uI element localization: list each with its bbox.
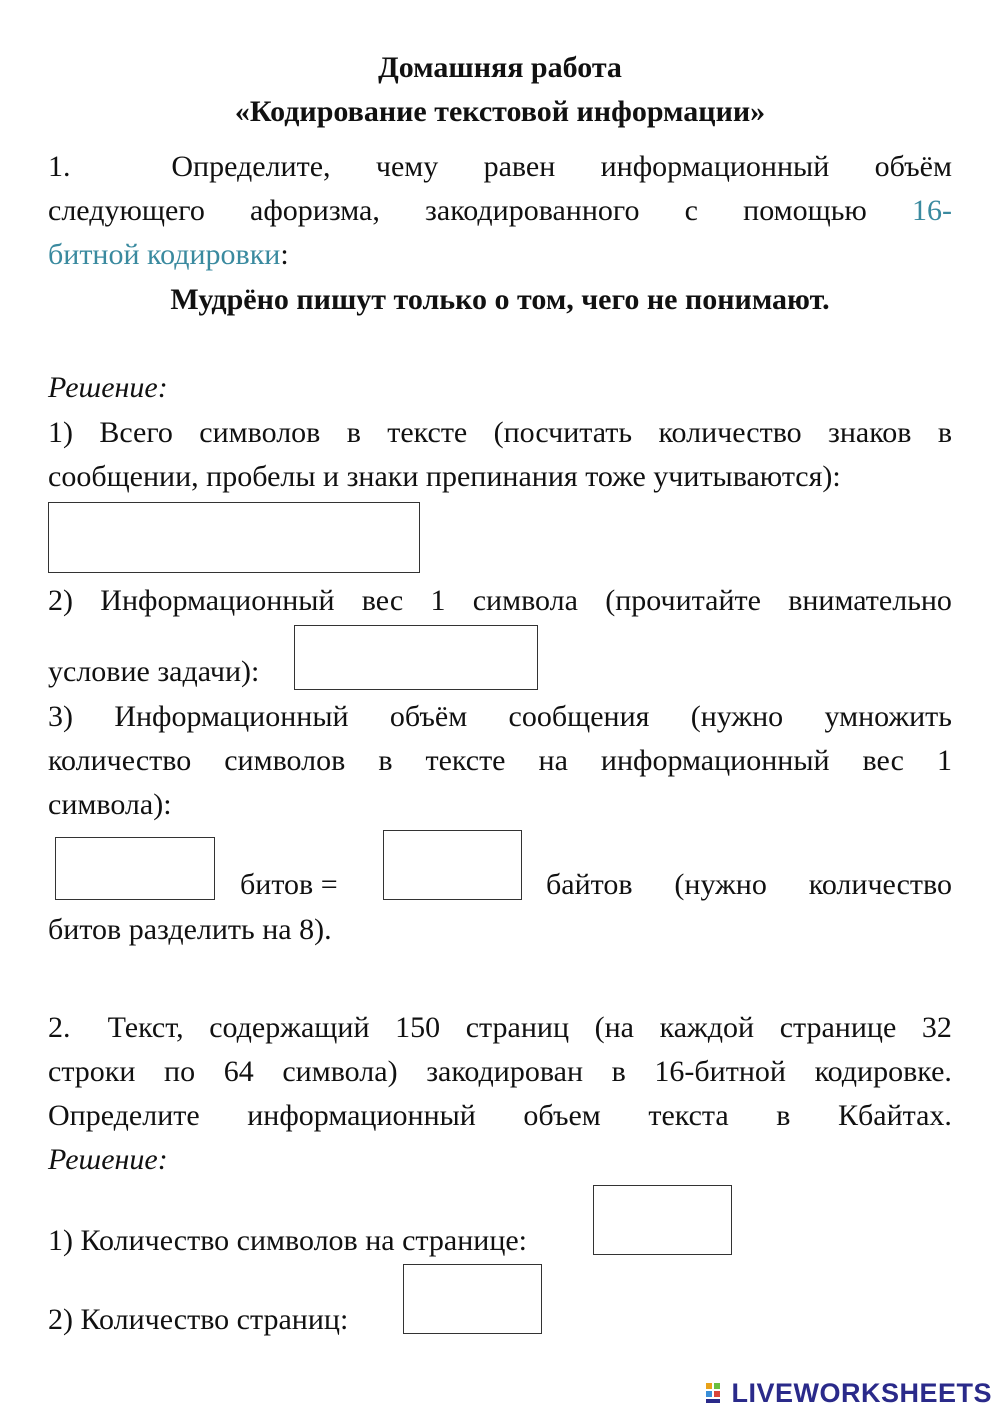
word: 1 <box>430 584 446 617</box>
task2-solution-label: Решение: <box>48 1143 168 1176</box>
word: Информационный <box>114 700 349 733</box>
word: информационный <box>600 744 830 777</box>
task1-step2-line1 <box>48 579 952 623</box>
bits-label: битов = <box>240 868 338 901</box>
logo-text: LIVEWORKSHEETS <box>731 1377 992 1408</box>
word: байтов <box>546 868 633 901</box>
t1-bits-answer-input[interactable] <box>55 837 215 900</box>
word: закодирован <box>426 1055 583 1088</box>
word: тексте <box>425 744 506 777</box>
task1-line2 <box>48 189 952 233</box>
word: текста <box>648 1099 729 1132</box>
task2-number: 2. <box>48 1011 71 1044</box>
word: тексте <box>387 416 468 449</box>
word: содержащий <box>209 1011 370 1044</box>
task1-line3 <box>48 233 952 277</box>
page-subtitle: «Кодирование текстовой информации» <box>234 95 766 128</box>
word: (посчитать <box>493 416 633 449</box>
word: сообщения <box>508 700 650 733</box>
word: на <box>538 744 568 777</box>
encoding-link-part2[interactable]: битной кодировки <box>48 238 281 271</box>
task1-step3-line5: битов разделить на 8). <box>48 913 332 946</box>
word: количество <box>808 868 952 901</box>
word: в <box>346 416 361 449</box>
word: символов <box>199 416 321 449</box>
word: Определите, <box>171 150 331 183</box>
word: количество <box>48 744 192 777</box>
word: в <box>378 744 393 777</box>
word: информационный <box>247 1099 476 1132</box>
aphorism-quote: Мудрёно пишут только о том, чего не понимают. <box>170 283 830 316</box>
word: Всего <box>99 416 173 449</box>
task2-line2 <box>48 1050 952 1094</box>
word: символов <box>224 744 346 777</box>
task1-line1 <box>48 145 952 189</box>
t1-step2-answer-input[interactable] <box>294 625 538 690</box>
word: Кбайтах. <box>838 1099 952 1132</box>
word: кодировке. <box>814 1055 952 1088</box>
word: знаков <box>828 416 912 449</box>
t1-bytes-answer-input[interactable] <box>383 830 522 900</box>
word: внимательно <box>788 584 952 617</box>
word: (на <box>594 1011 634 1044</box>
bytes-label <box>546 863 952 907</box>
task1-step2-line2: условие задачи): <box>48 655 260 688</box>
word: в <box>776 1099 791 1132</box>
word: вес <box>361 584 404 617</box>
word: объём <box>389 700 468 733</box>
word: Информационный <box>100 584 335 617</box>
t2-step1-answer-input[interactable] <box>593 1185 732 1255</box>
word: количество <box>658 416 802 449</box>
word: по <box>164 1055 196 1088</box>
liveworksheets-logo[interactable] <box>705 1377 992 1409</box>
word: вес <box>862 744 904 777</box>
word: каждой <box>659 1011 755 1044</box>
task2-step2-label: 2) Количество страниц: <box>48 1303 349 1336</box>
encoding-link-part1[interactable]: 16- <box>912 194 952 227</box>
word: чему <box>375 150 439 183</box>
word: умножить <box>824 700 952 733</box>
task2-line3 <box>48 1094 952 1138</box>
word: 3) <box>48 700 73 733</box>
word: (нужно <box>674 868 767 901</box>
word: (прочитайте <box>605 584 761 617</box>
word: помощью <box>743 194 867 227</box>
word: афоризма, <box>250 194 380 227</box>
task2-line1 <box>48 1006 952 1050</box>
t1-step1-answer-input[interactable] <box>48 502 420 573</box>
word: в <box>611 1055 626 1088</box>
word: объём <box>874 150 952 183</box>
task1-step3-line1 <box>48 695 952 739</box>
task1-step3-line3: символа): <box>48 788 172 821</box>
task1-step1-line2: сообщении, пробелы и знаки препинания тоже учитываются): <box>48 460 841 493</box>
word: 16-битной <box>654 1055 786 1088</box>
task1-step1-line1 <box>48 411 952 455</box>
page-title: Домашняя работа <box>378 51 622 84</box>
word: (нужно <box>690 700 784 733</box>
word: строки <box>48 1055 136 1088</box>
word: информационный <box>600 150 830 183</box>
word: 2) <box>48 584 73 617</box>
word: странице <box>779 1011 897 1044</box>
word: закодированного <box>425 194 640 227</box>
word: с <box>684 194 698 227</box>
word: 64 <box>223 1055 254 1088</box>
word: Определите <box>48 1099 200 1132</box>
word: 1) <box>48 416 73 449</box>
task1-solution-label: Решение: <box>48 371 168 404</box>
task1-number: 1. <box>48 150 71 183</box>
liveworksheets-logo-icon <box>705 1381 727 1405</box>
word: страниц <box>465 1011 570 1044</box>
t2-step2-answer-input[interactable] <box>403 1264 542 1334</box>
word: объем <box>523 1099 601 1132</box>
word: в <box>937 416 952 449</box>
word: следующего <box>48 194 205 227</box>
word: равен <box>483 150 556 183</box>
task2-step1-label: 1) Количество символов на странице: <box>48 1224 528 1257</box>
word: символа <box>472 584 578 617</box>
word: символа) <box>282 1055 398 1088</box>
word: 150 <box>395 1011 441 1044</box>
colon: : <box>280 238 289 271</box>
task1-step3-line2 <box>48 739 952 783</box>
word: Текст, <box>107 1011 184 1044</box>
word: 32 <box>921 1011 952 1044</box>
word: 1 <box>936 744 952 777</box>
